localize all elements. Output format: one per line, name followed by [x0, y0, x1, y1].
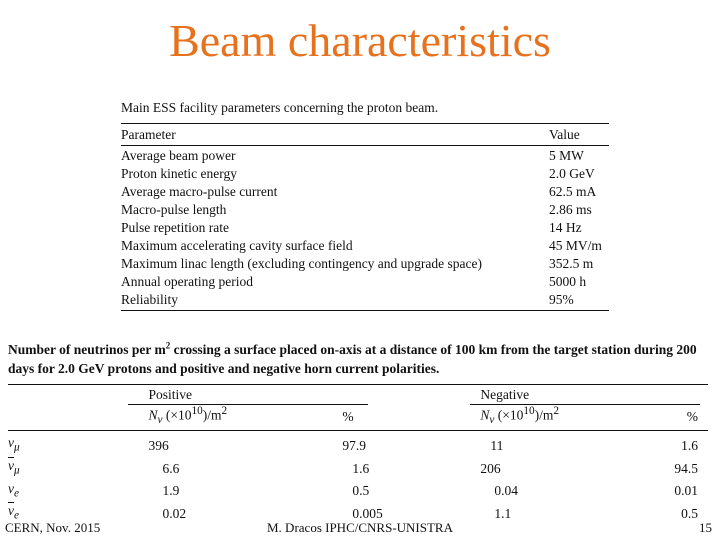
table2-caption-part1: Number of neutrinos per m: [8, 342, 166, 357]
flux-subscript: ν: [489, 414, 495, 427]
parameter-cell: Proton kinetic energy: [121, 166, 237, 181]
footer-venue: CERN, Nov. 2015: [5, 520, 101, 535]
parameter-cell: Average macro-pulse current: [121, 184, 278, 199]
value-cell: 2.86 ms: [549, 202, 592, 217]
parameter-cell: Maximum linac length (excluding contingency and upgrade space): [121, 256, 483, 271]
positive-flux-cell: 1.9: [162, 483, 180, 499]
table1-top-rule: [121, 123, 609, 124]
parameter-cell: Pulse repetition rate: [121, 220, 229, 235]
proton-beam-parameters-table: [121, 126, 611, 309]
flux-subscript: ν: [157, 414, 163, 427]
parameter-cell: Maximum accelerating cavity surface field: [121, 238, 353, 253]
parameter-cell: Annual operating period: [121, 274, 253, 289]
flux-unit-suffix: )/m: [534, 407, 554, 423]
table2-caption: [8, 340, 713, 378]
negative-percent-cell: 0.5: [681, 506, 698, 522]
table-row: [121, 165, 611, 183]
table1-header-value: Value: [549, 127, 580, 142]
parameter-cell: Reliability: [121, 292, 178, 307]
flux-symbol: N: [148, 407, 158, 423]
neutrino-flavour: $\nu_\mu$: [8, 435, 20, 454]
value-cell: 2.0 GeV: [549, 166, 595, 181]
negative-flux-cell: 11: [490, 438, 504, 454]
negative-flux-header: [480, 403, 674, 429]
table-row: [8, 480, 708, 503]
positive-percent-header: %: [342, 408, 354, 424]
negative-flux-cell: 0.04: [494, 483, 519, 499]
value-cell: 5000 h: [549, 274, 587, 289]
negative-flux-cell: 206: [480, 460, 501, 476]
positive-flux-cell: 396: [148, 438, 169, 454]
table2-top-rule: [8, 384, 708, 385]
neutrino-flavour: $\overline{\nu}_e$: [8, 503, 19, 522]
table1-header-parameter: Parameter: [121, 127, 176, 142]
value-cell: 14 Hz: [549, 220, 582, 235]
slide-title: Beam characteristics: [169, 15, 551, 66]
table1-bottom-rule: [121, 310, 609, 311]
table-row: [8, 434, 708, 457]
negative-percent-cell: 94.5: [674, 460, 698, 476]
flux-exponent: 10: [191, 405, 203, 417]
flux-unit-exponent: 2: [221, 405, 228, 417]
flux-unit-exponent: 2: [553, 405, 560, 417]
parameter-cell: Average beam power: [121, 148, 236, 163]
flux-exponent: 10: [523, 405, 535, 417]
table2-caption-part2: crossing a surface placed on-axis at a distance of 100 km from the target station during 200 days for 2.0 GeV protons and positive and negative horn current polarities.: [8, 342, 697, 376]
group-negative-label: Negative: [480, 387, 530, 402]
table1-header-row: [121, 126, 611, 143]
table-row: [121, 147, 611, 165]
table-row: [121, 183, 611, 201]
table-row: [121, 237, 611, 255]
value-cell: 95%: [549, 292, 574, 307]
table-row: [121, 219, 611, 237]
footer-page-number: 15: [699, 520, 712, 535]
footer-author: M. Dracos IPHC/CNRS-UNISTRA: [267, 520, 453, 535]
negative-percent-header: %: [686, 408, 698, 424]
positive-percent-cell: 0.005: [352, 506, 383, 522]
neutrino-flux-table: [8, 386, 708, 525]
negative-percent-cell: 1.6: [681, 438, 698, 454]
flux-unit-prefix: (×10: [494, 407, 524, 423]
table-row: [121, 273, 611, 291]
positive-flux-header: [28, 403, 342, 429]
negative-flux-cell: 1.1: [494, 506, 512, 522]
neutrino-flavour: $\nu_e$: [8, 480, 19, 500]
flux-unit-prefix: (×10: [162, 407, 192, 423]
flux-symbol: N: [480, 407, 490, 423]
table2-group-row: [8, 386, 708, 403]
value-cell: 45 MV/m: [549, 238, 602, 253]
table1-caption: Main ESS facility parameters concerning the proton beam.: [121, 100, 439, 115]
neutrino-flavour: $\overline{\nu}_\mu$: [8, 457, 20, 477]
positive-flux-cell: 6.6: [162, 460, 180, 476]
table-row: [8, 457, 708, 480]
parameter-cell: Macro-pulse length: [121, 202, 227, 217]
table-row: [121, 291, 611, 309]
value-cell: 352.5 m: [549, 256, 594, 271]
positive-percent-cell: 1.6: [352, 460, 370, 476]
table-row: [121, 255, 611, 273]
flux-unit-suffix: )/m: [202, 407, 222, 423]
positive-flux-cell: 0.02: [162, 506, 187, 522]
table-row: [121, 201, 611, 219]
positive-percent-cell: 0.5: [352, 483, 370, 499]
value-cell: 62.5 mA: [549, 184, 597, 199]
group-positive-label: Positive: [148, 387, 192, 402]
value-cell: 5 MW: [549, 148, 584, 163]
table2-header-row: [8, 403, 708, 429]
positive-percent-cell: 97.9: [342, 438, 367, 454]
table2-caption-superscript: 2: [165, 340, 171, 351]
negative-percent-cell: 0.01: [674, 483, 698, 499]
